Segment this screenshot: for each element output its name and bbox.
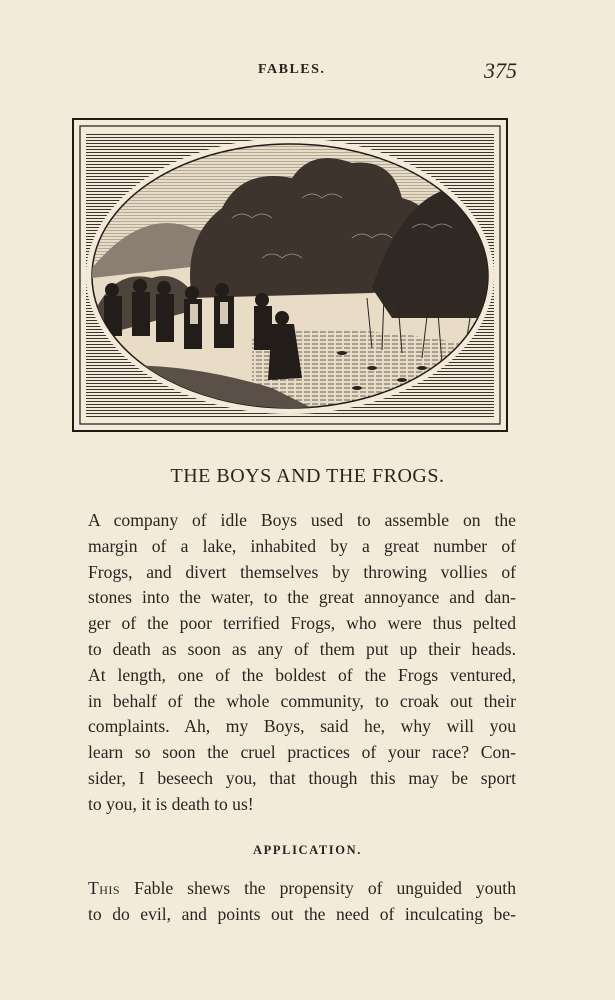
body-line: in behalf of the whole community, to croak out their [88, 690, 516, 711]
body-line: learn so soon the cruel practices of your race? Con- [88, 742, 516, 763]
body-line: sider, I beseech you, that though this may be sport [88, 767, 516, 788]
fable-body [88, 508, 516, 818]
application-line [88, 873, 516, 899]
fable-title: THE BOYS AND THE FROGS. [170, 465, 445, 487]
drop-word: This [88, 878, 121, 898]
body-line: to you, it is death to us! [88, 793, 254, 814]
application-body [88, 873, 516, 925]
application-line-rest: Fable shews the propensity of unguided youth [120, 878, 516, 898]
body-line: A company of idle Boys used to assemble on the [88, 510, 516, 530]
page-number: 375 [484, 58, 517, 83]
running-head [0, 58, 615, 88]
body-line: stones into the water, to the great annoyance and dan- [88, 587, 516, 608]
body-line: complaints. Ah, my Boys, said he, why will you [88, 716, 516, 737]
woodcut-illustration [72, 118, 508, 432]
body-line: At length, one of the boldest of the Frogs ventured, [88, 664, 516, 685]
body-line: Frogs, and divert themselves by throwing vollies of [88, 561, 516, 582]
body-line: margin of a lake, inhabited by a great number of [88, 535, 516, 556]
body-line: to death as soon as any of them put up their heads. [88, 638, 516, 659]
body-line: ger of the poor terrified Frogs, who were thus pelted [88, 613, 516, 634]
application-heading: APPLICATION. [253, 843, 362, 857]
application-line: to do evil, and points out the need of inculcating be- [88, 903, 516, 924]
running-title: FABLES. [258, 62, 326, 77]
